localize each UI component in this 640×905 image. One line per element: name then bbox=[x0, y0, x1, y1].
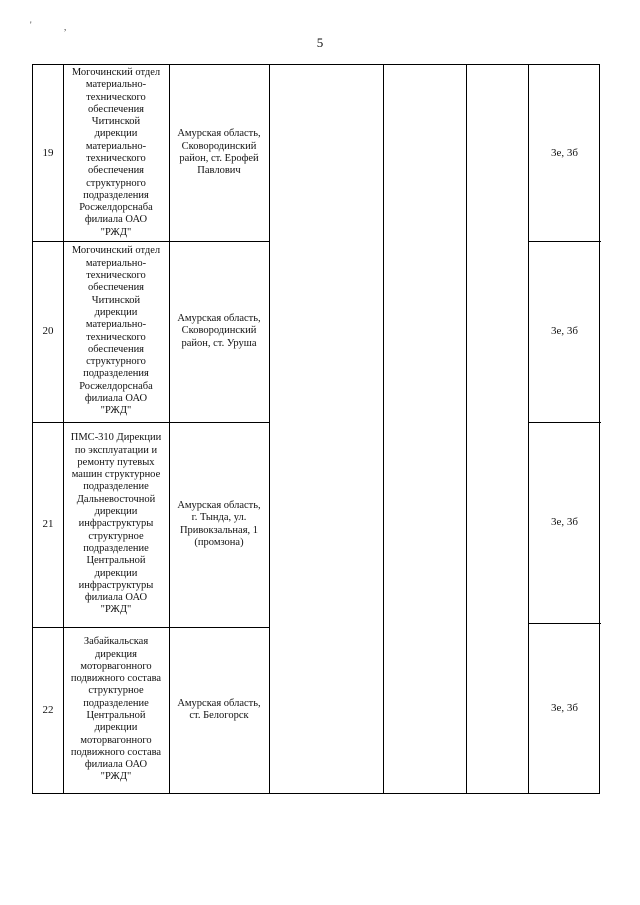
address-cell: Амурская область, ст. Белогорск bbox=[177, 697, 261, 721]
address-cell: Амурская область, Сковородинский район, ст. Уруша bbox=[177, 313, 261, 349]
code-cell: 3е, 3б bbox=[551, 146, 578, 159]
page-number: 5 bbox=[316, 35, 324, 50]
organization-cell: Могочинский отдел материально- технического обеспечения Читинской дирекции материально- технического обеспечения структурного подразделения Росжелдорснаба филиала ОАО "РЖД" bbox=[71, 245, 161, 417]
scan-mark-right: , bbox=[64, 22, 67, 32]
organization-cell: Забайкальская дирекция моторвагонного подвижного состава структурное подразделение Центральной дирекции моторвагонного подвижного состава филиала ОАО "РЖД" bbox=[70, 636, 162, 783]
column-divider bbox=[383, 65, 384, 793]
address-cell: Амурская область, г. Тында, ул. Привокзальная, 1 (промзона) bbox=[177, 499, 261, 548]
column-divider bbox=[269, 65, 270, 793]
row-number: 19 bbox=[42, 146, 54, 159]
row-number: 21 bbox=[42, 518, 54, 531]
organization-cell: Могочинский отдел материально- технического обеспечения Читинской дирекции материально- технического обеспечения структурного подразделения Росжелдорснаба филиала ОАО "РЖД" bbox=[71, 66, 161, 238]
code-cell: 3е, 3б bbox=[551, 325, 578, 338]
row-number: 20 bbox=[42, 325, 54, 338]
document-table bbox=[32, 64, 600, 794]
row-number: 22 bbox=[42, 703, 54, 716]
scan-mark-left: ' bbox=[30, 20, 32, 30]
column-divider bbox=[466, 65, 467, 793]
code-cell: 3е, 3б bbox=[551, 516, 578, 529]
code-cell: 3е, 3б bbox=[551, 701, 578, 714]
address-cell: Амурская область, Сковородинский район, ст. Ерофей Павлович bbox=[177, 128, 261, 177]
organization-cell: ПМС-310 Дирекции по эксплуатации и ремонту путевых машин структурное подразделение Дальневосточной дирекции инфраструктуры структурное подразделение Центральной дирекции инфраструктуры филиала ОАО "РЖД" bbox=[70, 432, 162, 616]
